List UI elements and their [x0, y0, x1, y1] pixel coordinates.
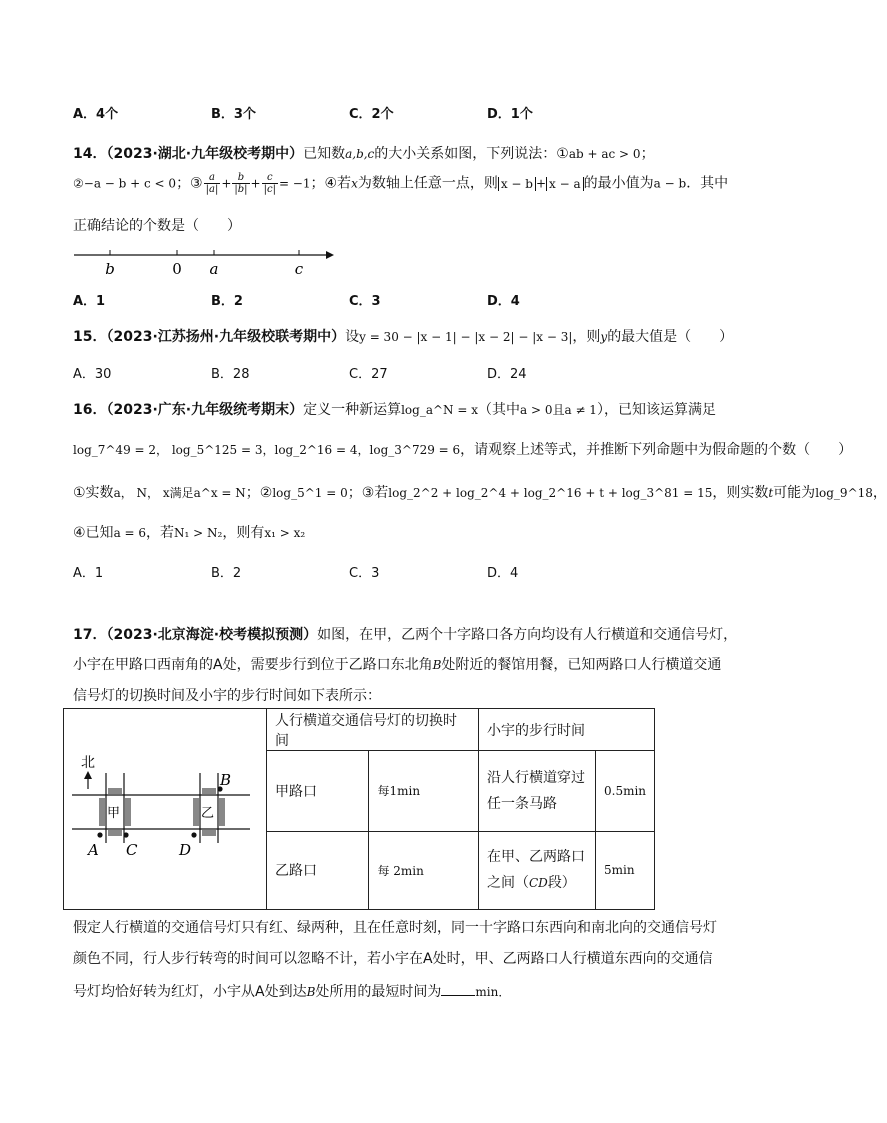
q16-statement-2: log_5^1 = 0	[272, 486, 348, 500]
q14-text: 已知数	[303, 146, 346, 162]
axis-arrow	[326, 251, 334, 259]
q17-line-3: 信号灯的切换时间及小宇的步行时间如下表所示：	[73, 688, 381, 704]
point-a	[97, 832, 102, 837]
q15-expression: y = 30 − |x − 1| − |x − 2| − |x − 3|	[359, 330, 573, 344]
q16-statement-3: log_2^2 + log_2^4 + log_2^16 + t + log_3^81 = 15	[388, 486, 713, 500]
q14-a-minus-b: a − b	[653, 176, 687, 191]
q17-text: 处附近的餐馆用餐，已知两路口人行横道交通	[441, 657, 722, 673]
label-a: A	[88, 841, 99, 859]
q17-para-1: 假定人行横道的交通信号灯只有红、绿两种，且在任意时刻，同一十字路口东西向和南北向的交通信号灯	[73, 920, 717, 936]
q17-map-cell	[64, 709, 267, 910]
q17-r1-switch: 每1min	[369, 751, 479, 831]
q14-fraction-a: $\frac{a}{|a|}$	[205, 172, 219, 195]
jia-label: 甲	[107, 806, 121, 821]
q15-option-c: C．27	[349, 367, 388, 382]
q17-r2-walk-time: 5min	[596, 831, 655, 909]
q17-para-3	[73, 981, 510, 1001]
q13-option-a: A．4个	[73, 107, 119, 122]
q14-fraction-b: $\frac{b}{|b|}$	[234, 172, 248, 195]
q14-line-2: ②−a − b + c < 0；③ $\frac{a}{|a|}$ + $\frac{b}{|b|}$ + $\frac{c}{|c|}$ = −1；④若x为数轴上任意一点，则 x − b + x − a 的最小值为a − b．其中	[73, 172, 729, 195]
q14-line-1	[73, 143, 655, 163]
q17-text: 如图，在甲，乙两个十字路口各方向均设有人行横道和交通信号灯，	[317, 627, 738, 643]
q17-text: 号灯均恰好转为红灯，小宇从A处到达	[73, 984, 307, 1000]
q16-text: ），已知该运算满足	[596, 402, 716, 418]
north-arrow-head	[84, 771, 92, 779]
q16-text: （其中	[478, 402, 520, 418]
q17-source: （2023·北京海淀·校考模拟预测）	[106, 627, 318, 643]
q15-option-a: A．30	[73, 367, 112, 382]
q14-text: ；④若	[310, 175, 352, 192]
q16-option-c: C．3	[349, 566, 380, 581]
q17-text: 小宇在甲路口西南角的A处，需要步行到位于乙路口东北角	[73, 657, 433, 673]
q14-abs-2: x − a	[546, 177, 584, 191]
q14-text: 的最小值为	[583, 175, 654, 192]
q17-text: 处所用的最短时间为	[315, 984, 442, 1000]
q16-line-3	[73, 482, 887, 502]
q14-statement-2: ②−a − b + c < 0	[73, 176, 177, 191]
q15-source: （2023·江苏扬州·九年级校联考期中）	[106, 329, 346, 345]
q14-vars: a,b,c	[345, 147, 375, 161]
q13-option-c: C．2个	[349, 107, 394, 122]
point-c	[123, 832, 128, 837]
q16-x-cond: x₁ > x₂	[264, 526, 306, 540]
q17-map	[64, 709, 266, 909]
q14-number-line	[72, 243, 342, 279]
q16-text: ①实数	[73, 485, 114, 501]
label-zero: 0	[172, 260, 182, 278]
q17-b: B	[432, 658, 442, 672]
q14-text: ；③	[176, 175, 203, 192]
q14-text: 的大小关系如图，下列说法：①	[374, 146, 569, 162]
label-a: a	[209, 260, 219, 278]
q17-r1-walk-time: 0.5min	[596, 751, 655, 831]
q14-text: ；	[640, 146, 655, 162]
q17-line-2	[73, 654, 721, 674]
q17-r2-intersection: 乙路口	[267, 831, 369, 909]
label-c: c	[294, 260, 304, 278]
label-b: B	[220, 771, 232, 789]
q14-statement-3: = −1	[278, 176, 311, 191]
q15-text: 的最大值是（ ）	[607, 329, 734, 345]
q15-option-b: B．28	[211, 367, 250, 382]
q17-line-1	[73, 624, 737, 644]
q16-n-cond: N₁ > N₂	[174, 526, 223, 540]
q14-x: x	[351, 176, 358, 191]
q14-statement-1: ab + ac > 0	[568, 147, 641, 161]
label-b: b	[105, 260, 115, 278]
q17-header-walk: 小宇的步行时间	[479, 709, 655, 751]
q16-text: ，	[872, 485, 887, 501]
q16-condition: a > 0且a ≠ 1	[520, 403, 597, 417]
q16-text: ，请观察上述等式，并推断下列命题中为假命题的个数（ ）	[460, 442, 853, 458]
q14-source: （2023·湖北·九年级校考期中）	[106, 146, 304, 162]
q16-line-1	[73, 399, 716, 419]
q16-number: 16．	[73, 402, 107, 418]
q14-line-3: 正确结论的个数是（ ）	[73, 218, 241, 234]
q16-text: ；②	[245, 485, 273, 501]
north-label: 北	[81, 755, 95, 771]
q16-a-eq: a = 6	[113, 526, 147, 540]
q16-definition: log_a^N = x	[401, 403, 478, 417]
q16-text: ④已知	[73, 525, 114, 541]
q16-text: 定义一种新运算	[303, 402, 402, 418]
q14-text: ．其中	[686, 175, 729, 192]
q14-option-d: D．4	[487, 294, 520, 309]
q16-text: 可能为	[773, 485, 816, 501]
q14-fraction-c: $\frac{c}{|c|}$	[263, 172, 276, 195]
q17-header-switch: 人行横道交通信号灯的切换时间	[267, 709, 479, 751]
q16-text: ；③若	[347, 485, 389, 501]
q13-option-d: D．1个	[487, 107, 533, 122]
q14-option-a: A．1	[73, 294, 106, 309]
q15-y: y	[600, 330, 608, 344]
q16-option-d: D．4	[487, 566, 519, 581]
answer-blank[interactable]	[441, 995, 475, 996]
q16-equations: log_7^49 = 2， log_5^125 = 3，log_2^16 = 4，log_3^729 = 6	[73, 443, 461, 457]
q14-text: 为数轴上任意一点，则	[357, 175, 498, 192]
q15-option-d: D．24	[487, 367, 527, 382]
q15-text: ，则	[572, 329, 601, 345]
q16-text: ，若	[146, 525, 175, 541]
q17-table	[63, 708, 655, 910]
q16-log: log_9^18	[815, 486, 873, 500]
q16-line-4	[73, 522, 305, 542]
q16-source: （2023·广东·九年级统考期末）	[106, 402, 304, 418]
q17-r1-intersection: 甲路口	[267, 751, 369, 831]
q17-unit: min．	[475, 985, 511, 999]
q17-r2-switch: 每 2min	[369, 831, 479, 909]
q13-option-b: B．3个	[211, 107, 256, 122]
q15-number: 15．	[73, 329, 107, 345]
q14-option-b: B．2	[211, 294, 243, 309]
q14-abs-1: x − b	[498, 177, 536, 191]
q16-t: t	[768, 486, 774, 500]
q17-para-2: 颜色不同，行人步行转弯的时间可以忽略不计，若小宇在A处时，甲、乙两路口人行横道东西向的交通信	[73, 951, 713, 967]
q17-number: 17．	[73, 627, 107, 643]
q14-option-c: C．3	[349, 294, 381, 309]
q16-text: ，则实数	[712, 485, 769, 501]
q16-option-a: A．1	[73, 566, 104, 581]
label-d: D	[179, 841, 192, 859]
q16-option-b: B．2	[211, 566, 242, 581]
q17-b: B	[306, 985, 316, 999]
label-c: C	[126, 841, 138, 859]
yi-label: 乙	[201, 806, 215, 821]
q16-text: ，则有	[222, 525, 265, 541]
q15-text: 设	[345, 329, 360, 345]
q17-r2-walk-desc: 在甲、乙两路口之间（CD段）	[479, 831, 596, 909]
q14-number: 14．	[73, 146, 107, 162]
q14-plus: +	[535, 176, 547, 191]
q15-line	[73, 326, 733, 346]
q17-r1-walk-desc: 沿人行横道穿过任一条马路	[479, 751, 596, 831]
q16-line-2	[73, 439, 852, 459]
q16-statement-1: a， N， x满足a^x = N	[113, 486, 246, 500]
point-d	[191, 832, 196, 837]
